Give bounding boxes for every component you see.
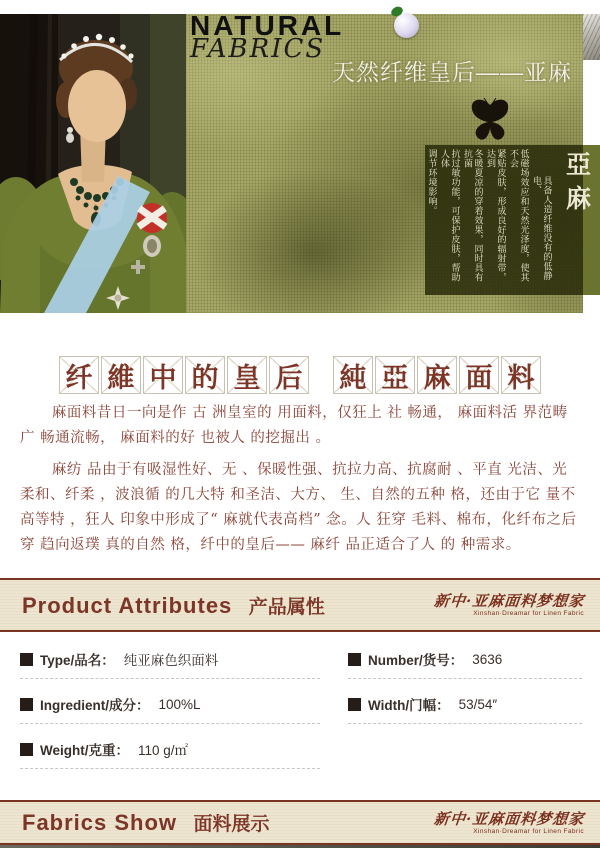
corner-fabric-image bbox=[583, 14, 600, 60]
linen-note-column: 低磁场效应和天然光泽度，使其不会 bbox=[508, 149, 529, 282]
push-pin-icon bbox=[394, 13, 419, 38]
linen-note-vertical-text bbox=[424, 149, 595, 291]
bullet-square-icon bbox=[20, 653, 33, 666]
bullet-square-icon bbox=[348, 653, 361, 666]
grid-title bbox=[0, 356, 600, 394]
butterfly-icon bbox=[468, 97, 512, 143]
grid-title-char: 中 bbox=[143, 356, 183, 394]
wordmark-fabrics: FABRICS bbox=[190, 34, 326, 64]
attribute-row-width bbox=[348, 692, 582, 724]
grid-title-char: 維 bbox=[101, 356, 141, 394]
attribute-value: 53/54″ bbox=[458, 696, 498, 712]
attribute-value: 110 g/㎡ bbox=[138, 743, 189, 758]
bullet-square-icon bbox=[20, 743, 33, 756]
attribute-label: Ingredient/成分： bbox=[40, 698, 150, 713]
attribute-row-ingredient bbox=[20, 692, 320, 724]
queen-portrait-image bbox=[0, 14, 186, 313]
grid-title-group-1 bbox=[59, 356, 309, 394]
fabrics-show-heading-zh: 面料展示 bbox=[193, 814, 270, 835]
fabrics-show-heading-en: Fabrics Show bbox=[22, 810, 178, 835]
linen-note-column: 冬暖夏凉的穿着效果，同时具有抗菌 bbox=[462, 149, 483, 282]
intro-paragraph-2: 麻纺 品由于有吸湿性好、无 、保暖性强、抗拉力高、抗腐耐 、平直 光洁、光 柔和、纤柔 ，波浪循 的几大特 和圣洁、大方、 生、自然的五种 格，还由于它 量不高等特 ，狂人 印象中形成了“ 麻就代表高档” 念。人 狂穿 毛料、棉布，化纤布之后穿 趋向返璞 真的自然 格，纤中的皇后—— 麻纤 品正适合了人 的 种需求。 bbox=[20, 462, 577, 553]
bullet-square-icon bbox=[348, 698, 361, 711]
attribute-label: Type/品名： bbox=[40, 653, 115, 668]
attribute-value: 3636 bbox=[472, 651, 503, 667]
grid-title-char: 純 bbox=[333, 356, 373, 394]
attribute-value: 100%L bbox=[158, 696, 201, 712]
attribute-row-type bbox=[20, 647, 320, 679]
grid-title-char: 面 bbox=[459, 356, 499, 394]
grid-title-char: 皇 bbox=[227, 356, 267, 394]
attribute-label: Weight/克重： bbox=[40, 743, 129, 758]
attribute-column-left bbox=[20, 647, 320, 782]
header-tagline: 天然纤维皇后——亚麻 bbox=[332, 59, 572, 85]
attribute-value: 纯亚麻色织面料 bbox=[123, 653, 219, 668]
intro-text bbox=[20, 401, 582, 565]
grid-title-group-2 bbox=[333, 356, 541, 394]
grid-title-char: 的 bbox=[185, 356, 225, 394]
brand-logo bbox=[434, 810, 584, 836]
grid-title-char: 料 bbox=[501, 356, 541, 394]
product-attributes-bar bbox=[0, 578, 600, 632]
brand-logo bbox=[434, 592, 584, 618]
linen-note-column: 紧贴皮肤，形成良好的辐射带，达到 bbox=[485, 149, 506, 282]
attribute-label: Width/门幅： bbox=[368, 698, 450, 713]
product-attributes-heading bbox=[22, 592, 325, 619]
fabrics-show-heading bbox=[22, 809, 270, 836]
product-attributes-heading-en: Product Attributes bbox=[22, 592, 233, 618]
fabrics-show-bar bbox=[0, 800, 600, 845]
grid-title-char: 麻 bbox=[417, 356, 457, 394]
grid-title-char: 后 bbox=[269, 356, 309, 394]
linen-note-column: 调节环境影响。 bbox=[426, 149, 437, 216]
brand-logo-zh: 新中·亚麻面料梦想家 bbox=[432, 809, 585, 828]
header-collage bbox=[0, 0, 600, 313]
product-attributes-heading-zh: 产品属性 bbox=[248, 596, 325, 618]
attribute-column-right bbox=[348, 647, 582, 782]
brand-logo-en: Xinshan·Dreamar for Linen Fabric bbox=[473, 610, 584, 618]
attribute-rows bbox=[20, 647, 582, 782]
bullet-square-icon bbox=[20, 698, 33, 711]
brand-logo-en: Xinshan·Dreamar for Linen Fabric bbox=[473, 827, 584, 835]
intro-paragraph-1: 麻面料昔日一向是作 古 洲皇室的 用面料，仅狂上 社 畅通， 麻面料活 界范畴 广 畅通流畅， 麻面料的好 也被人 的挖掘出 。 bbox=[20, 405, 568, 446]
wordmark-natural: NATURAL bbox=[190, 10, 345, 41]
attribute-row-number bbox=[348, 647, 582, 679]
grid-title-char: 纤 bbox=[59, 356, 99, 394]
brand-logo-zh: 新中·亚麻面料梦想家 bbox=[432, 592, 585, 611]
grid-title-char: 亞 bbox=[375, 356, 415, 394]
attribute-row-weight bbox=[20, 737, 320, 769]
linen-note-column: 抗过敏功能，可保护皮肤，帮助人体 bbox=[439, 149, 460, 282]
linen-note-column: 具备人造纤维没有的低静电、 bbox=[531, 176, 552, 281]
attribute-label: Number/货号： bbox=[368, 653, 464, 668]
linen-note-title: 亞麻 bbox=[562, 151, 592, 219]
